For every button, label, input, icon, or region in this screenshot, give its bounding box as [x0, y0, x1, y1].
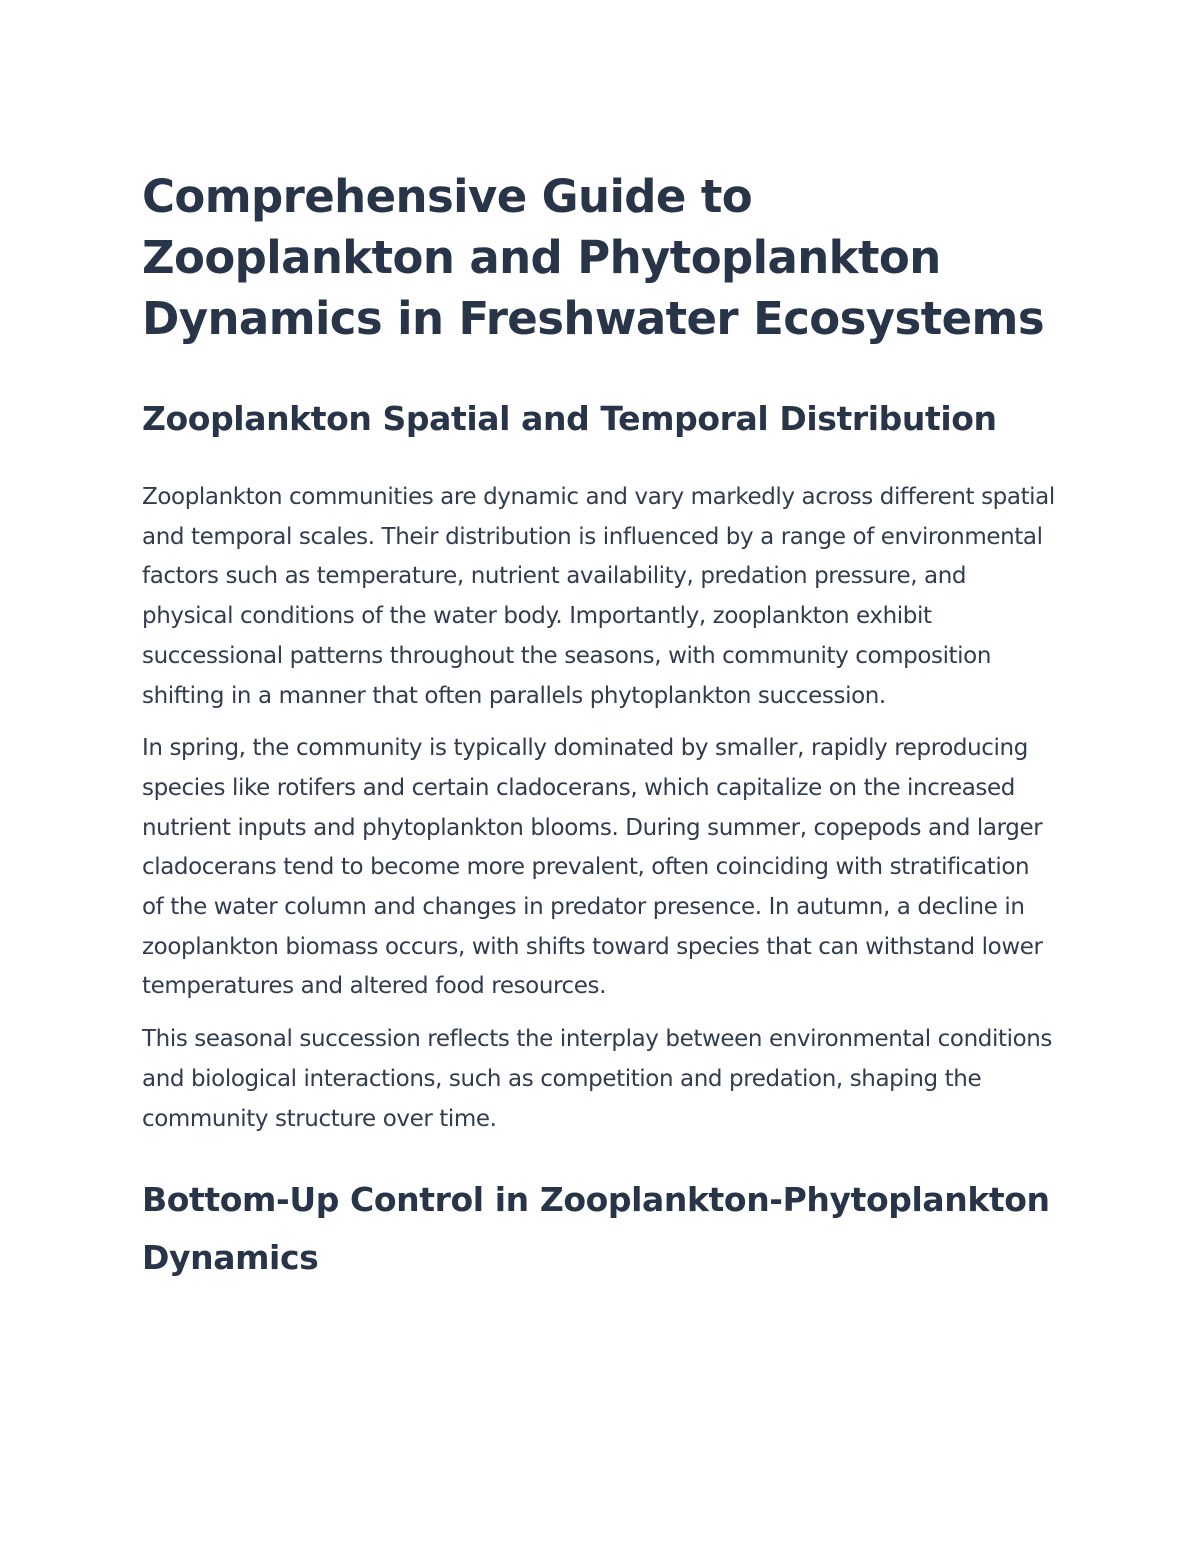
page-title: Comprehensive Guide to Zooplankton and Phytoplankton Dynamics in Freshwater Ecosystems — [142, 170, 1045, 345]
document-page — [142, 166, 1057, 1287]
section-heading-bottom-up-control: Bottom-Up Control in Zooplankton-Phytoplankton Dynamics — [142, 1180, 1050, 1278]
paragraph: Zooplankton communities are dynamic and vary markedly across different spatial and temporal scales. Their distribution is influenced by a range of environmental factors such as temperature, nutrient availability, predation pressure, and physical conditions of the water body. Importantly, zooplankton exhibit successional patterns throughout the seasons, with community composition shifting in a manner that often parallels phytoplankton succession. — [142, 484, 1055, 709]
paragraph: In spring, the community is typically dominated by smaller, rapidly reproducing species like rotifers and certain cladocerans, which capitalize on the increased nutrient inputs and phytoplankton blooms. During summer, copepods and larger cladocerans tend to become more prevalent, often coinciding with stratification of the water column and changes in predator presence. In autumn, a decline in zooplankton biomass occurs, with shifts toward species that can withstand lower temperatures and altered food resources. — [142, 735, 1043, 1000]
section-heading-distribution: Zooplankton Spatial and Temporal Distribution — [142, 399, 997, 438]
paragraph: This seasonal succession reflects the interplay between environmental conditions and biological interactions, such as competition and predation, shaping the community structure over time. — [142, 1026, 1053, 1132]
